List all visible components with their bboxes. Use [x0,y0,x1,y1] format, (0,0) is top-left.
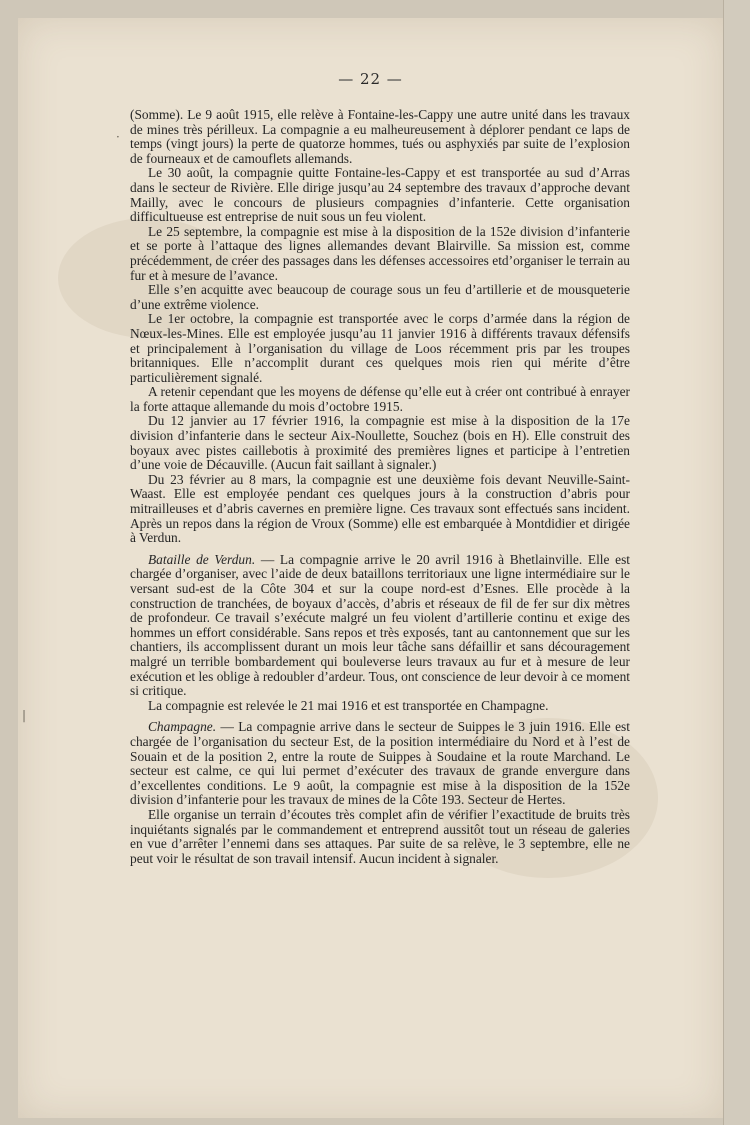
paragraph: Le 30 août, la compagnie quitte Fontaine-les-Cappy et est transportée au sud d’Arras dans le secteur de Rivière. Elle dirige jusqu’au 24 septembre des travaux d’approche devant Mailly, avec le concours de plusieurs compagnies d’infanterie. Cette organisation difficultueuse est entreprise de nuit sous un feu violent. [130,165,630,225]
paragraph: Elle s’en acquitte avec beaucoup de courage sous un feu d’artillerie et de mousqueterie d’une extrême violence. [130,282,630,312]
paragraph: A retenir cependant que les moyens de défense qu’elle eut à créer ont contribué à enrayer la forte attaque allemande du mois d’octobre 1915. [130,384,630,414]
adjacent-page-edge [723,0,750,1125]
margin-mark: | [22,708,27,722]
paragraph: Le 25 septembre, la compagnie est mise à la disposition de la 152e division d’infanterie et se porte à l’attaque des lignes allemandes devant Blairville. Sa mission est, comme précédemment, de créer des passages dans les défenses accessoires etd’organiser le terrain au fur et à mesure de l’avance. [130,223,630,283]
paragraph: (Somme). Le 9 août 1915, elle relève à Fontaine-les-Cappy une autre unité dans les travaux de mines très périlleux. La compagnie a eu malheureusement à déplorer pendant ce laps de temps (vingt jours) la perte de quatorze hommes, tués ou asphyxiés par suite de l’explosion de fourneaux et de camouflets allemands. [130,107,630,166]
paragraph: Elle organise un terrain d’écoutes très complet afin de vérifier l’exactitude de bruits très inquiétants signalés par le commandement et entreprend aussitôt tout un réseau de galeries en vue d’arrêter l’ennemi dans ses attaques. Par suite de sa relève, le 3 septembre, elle ne peut voir le résultat de son travail intensif. Aucun incident à signaler. [130,806,630,866]
paragraph: Du 23 février au 8 mars, la compagnie est une deuxième fois devant Neuville-Saint-Waast. Elle est employée pendant ces quelques jours à la construction d’abris pour mitrailleuses et d’abris cavernes en première ligne. Ces travaux sont effectués sans incident. Après un repos dans la région de Vroux (Somme) elle est embarquée à Montdidier et dirigée à Verdun. [130,471,630,546]
section-verdun [130,553,630,699]
paragraph: Le 1er octobre, la compagnie est transportée avec le corps d’armée dans la région de Nœux-les-Mines. Elle est employée jusqu’au 11 janvier 1916 à différents travaux défensifs et principalement à l’organisation du village de Loos récemment pris par les troupes britanniques. Elle n’accomplit durant ces quelques mois rien qui mérite d’être particulièrement signalé. [130,311,630,385]
section-champagne [130,720,630,808]
page-number: — 22 — [338,70,403,88]
paragraph: Du 12 janvier au 17 février 1916, la compagnie est mise à la disposition de la 17e division d’infanterie dans le secteur Aix-Noullette, Souchez (bois en H). Elle construit des boyaux avec pistes caillebotis à proximité des premières lignes et participe à l’entretien d’une voie de Décauville. (Aucun fait saillant à signaler.) [130,413,630,473]
section-text-verdun: — La compagnie arrive le 20 avril 1916 à Bhetlainville. Elle est chargée d’organiser, avec l’aide de deux bataillons territoriaux une ligne intermédiaire sur le versant sud-est de la Côte 304 et sur la coupe nord-est d’Esnes. Elle procède à la construction de tranchées, de boyaux d’accès, d’abris et réseaux de fil de fer sur dix mètres de profondeur. Ce travail s’exécute malgré un feu violent d’artillerie continu et exige des hommes un effort considérable. Sans repos et très exposés, tant au cantonnement que sur les chantiers, ils accomplissent durant un mois leur tâche sans défaillir et sans découragement malgré un terrible bombardement qui bouleverse leurs travaux au fur et à mesure de leur exécution et les oblige à redoubler d’ardeur. Tous, ont conscience de leur devoir à ce moment si critique. [130,551,630,699]
body-text [130,108,630,866]
section-heading-champagne: Champagne. [148,719,217,735]
section-heading-verdun: Bataille de Verdun. [148,551,256,567]
document-page [18,18,723,1118]
section-text-champagne: — La compagnie arrive dans le secteur de Suippes le 3 juin 1916. Elle est chargée de l’organisation du secteur Est, de la position intermédiaire du Nord et à l’est de Souain et de la position 2, entre la route de Suippes à Soudaine et la route Marchand. Le secteur est calme, ce qui lui permet d’exécuter des travaux de grande envergure dans d’excellentes conditions. Le 9 août, la compagnie est mise à la disposition de la 152e division d’infanterie pour les travaux de mines de la Côte 193. Secteur de Hertes. [130,719,630,808]
paragraph: La compagnie est relevée le 21 mai 1916 et est transportée en Champagne. [148,697,549,713]
margin-mark: · [116,130,120,144]
